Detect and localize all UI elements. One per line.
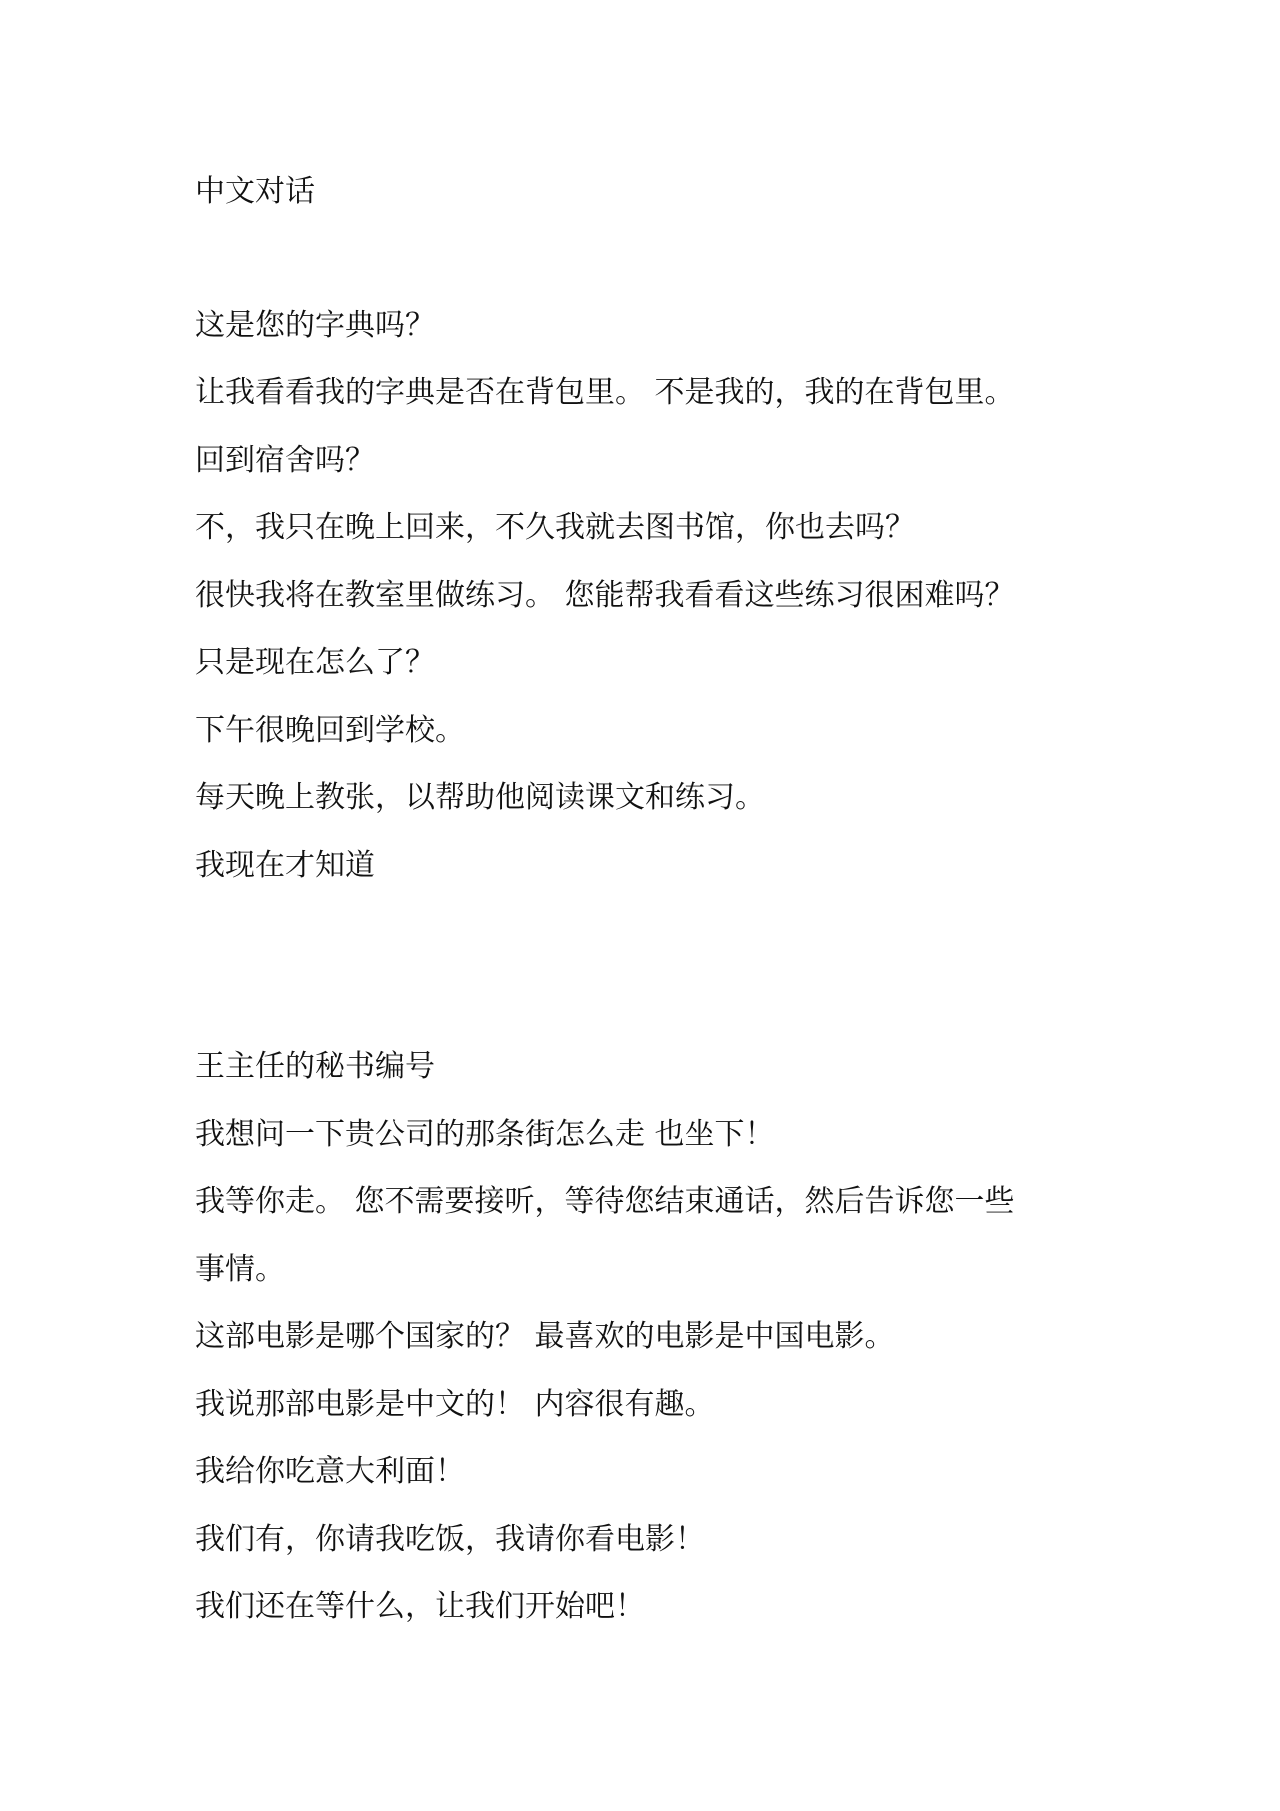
dialogue-line: 下午很晚回到学校。 — [195, 713, 465, 748]
dialogue-line: 我说那部电影是中文的！ 内容很有趣。 — [195, 1387, 715, 1422]
section-title-secretary: 王主任的秘书编号 — [195, 1049, 435, 1084]
dialogue-line: 我等你走。 您不需要接听，等待您结束通话，然后告诉您一些 — [195, 1184, 1015, 1219]
dialogue-line: 我们还在等什么，让我们开始吧！ — [195, 1589, 645, 1624]
dialogue-line: 我们有，你请我吃饭，我请你看电影！ — [195, 1522, 705, 1557]
dialogue-line: 这是您的字典吗？ — [195, 308, 435, 343]
dialogue-line: 很快我将在教室里做练习。 您能帮我看看这些练习很困难吗？ — [195, 578, 1015, 613]
dialogue-line: 事情。 — [195, 1252, 285, 1287]
dialogue-line: 这部电影是哪个国家的？ 最喜欢的电影是中国电影。 — [195, 1319, 895, 1354]
dialogue-line: 回到宿舍吗？ — [195, 443, 375, 478]
dialogue-line: 让我看看我的字典是否在背包里。 不是我的，我的在背包里。 — [195, 375, 1015, 410]
dialogue-line: 只是现在怎么了？ — [195, 645, 435, 680]
dialogue-line: 不，我只在晚上回来，不久我就去图书馆，你也去吗？ — [195, 510, 915, 545]
dialogue-line: 每天晚上教张，以帮助他阅读课文和练习。 — [195, 780, 765, 815]
dialogue-line: 我现在才知道 — [195, 848, 375, 883]
dialogue-line: 我想问一下贵公司的那条街怎么走 也坐下！ — [195, 1117, 775, 1152]
dialogue-line: 我给你吃意大利面！ — [195, 1454, 465, 1489]
section-title-chinese-dialogue: 中文对话 — [195, 174, 315, 209]
